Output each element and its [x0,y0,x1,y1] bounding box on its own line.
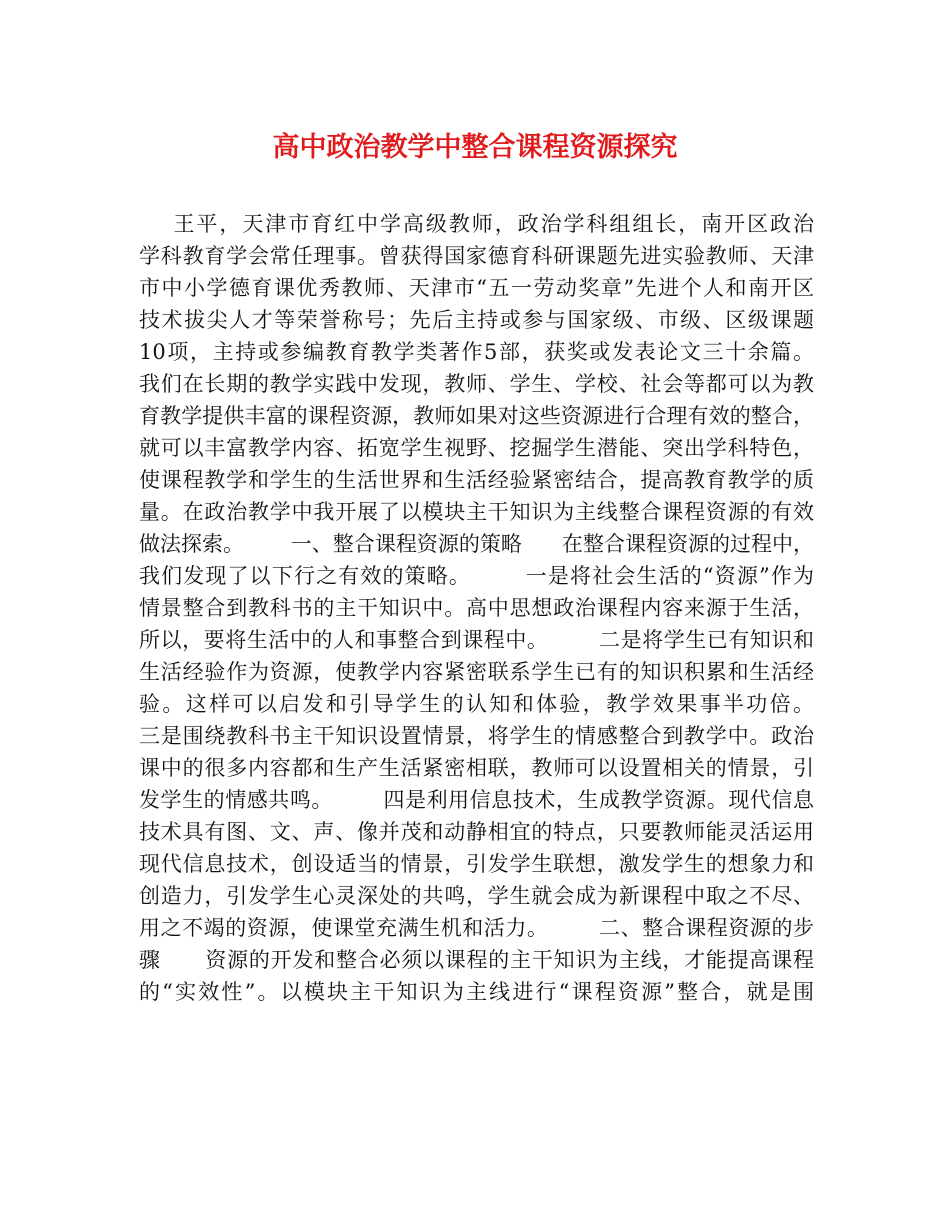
body-line: 情景整合到教科书的主干知识中。高中思想政治课程内容来源于生活， [139,596,814,620]
body-line: 技术具有图、文、声、像并茂和动静相宜的特点，只要教师能灵活运用 [139,820,814,844]
document-body [139,208,814,1008]
body-line: 技术拔尖人才等荣誉称号；先后主持或参与国家级、市级、区级课题 [139,308,814,332]
body-line: 课中的很多内容都和生产生活紧密相联，教师可以设置相关的情景，引 [139,756,814,780]
body-line: 王平，天津市育红中学高级教师，政治学科组组长，南开区政治 [139,212,814,236]
body-line: 学科教育学会常任理事。曾获得国家德育科研课题先进实验教师、天津 [139,244,814,268]
body-line: 10项，主持或参编教育教学类著作5部，获奖或发表论文三十余篇。 [139,340,814,364]
body-line: 量。在政治教学中我开展了以模块主干知识为主线整合课程资源的有效 [139,500,814,524]
body-line: 验。这样可以启发和引导学生的认知和体验，教学效果事半功倍。 [139,692,814,716]
body-line: 的“实效性”。以模块主干知识为主线进行“课程资源”整合，就是围 [139,980,814,1004]
body-line: 用之不竭的资源，使课堂充满生机和活力。 二、整合课程资源的步 [139,916,814,940]
body-line: 市中小学德育课优秀教师、天津市“五一劳动奖章”先进个人和南开区 [139,276,814,300]
body-line: 三是围绕教科书主干知识设置情景，将学生的情感整合到教学中。政治 [139,724,814,748]
body-line: 做法探索。 一、整合课程资源的策略 在整合课程资源的过程中， [139,532,814,556]
body-line: 育教学提供丰富的课程资源，教师如果对这些资源进行合理有效的整合， [139,404,814,428]
body-line: 我们在长期的教学实践中发现，教师、学生、学校、社会等都可以为教 [139,372,814,396]
body-line: 就可以丰富教学内容、拓宽学生视野、挖掘学生潜能、突出学科特色， [139,436,814,460]
body-line: 所以，要将生活中的人和事整合到课程中。 二是将学生已有知识和 [139,628,814,652]
body-line: 创造力，引发学生心灵深处的共鸣，学生就会成为新课程中取之不尽、 [139,884,814,908]
body-line: 发学生的情感共鸣。 四是利用信息技术，生成教学资源。现代信息 [139,788,814,812]
body-line: 我们发现了以下行之有效的策略。 一是将社会生活的“资源”作为 [139,564,814,588]
document-title: 高中政治教学中整合课程资源探究 [272,132,678,163]
body-line: 使课程教学和学生的生活世界和生活经验紧密结合，提高教育教学的质 [139,468,814,492]
body-line: 现代信息技术，创设适当的情景，引发学生联想，激发学生的想象力和 [139,852,814,876]
body-line: 骤 资源的开发和整合必须以课程的主干知识为主线，才能提高课程 [139,948,814,972]
body-line: 生活经验作为资源，使教学内容紧密联系学生已有的知识积累和生活经 [139,660,814,684]
